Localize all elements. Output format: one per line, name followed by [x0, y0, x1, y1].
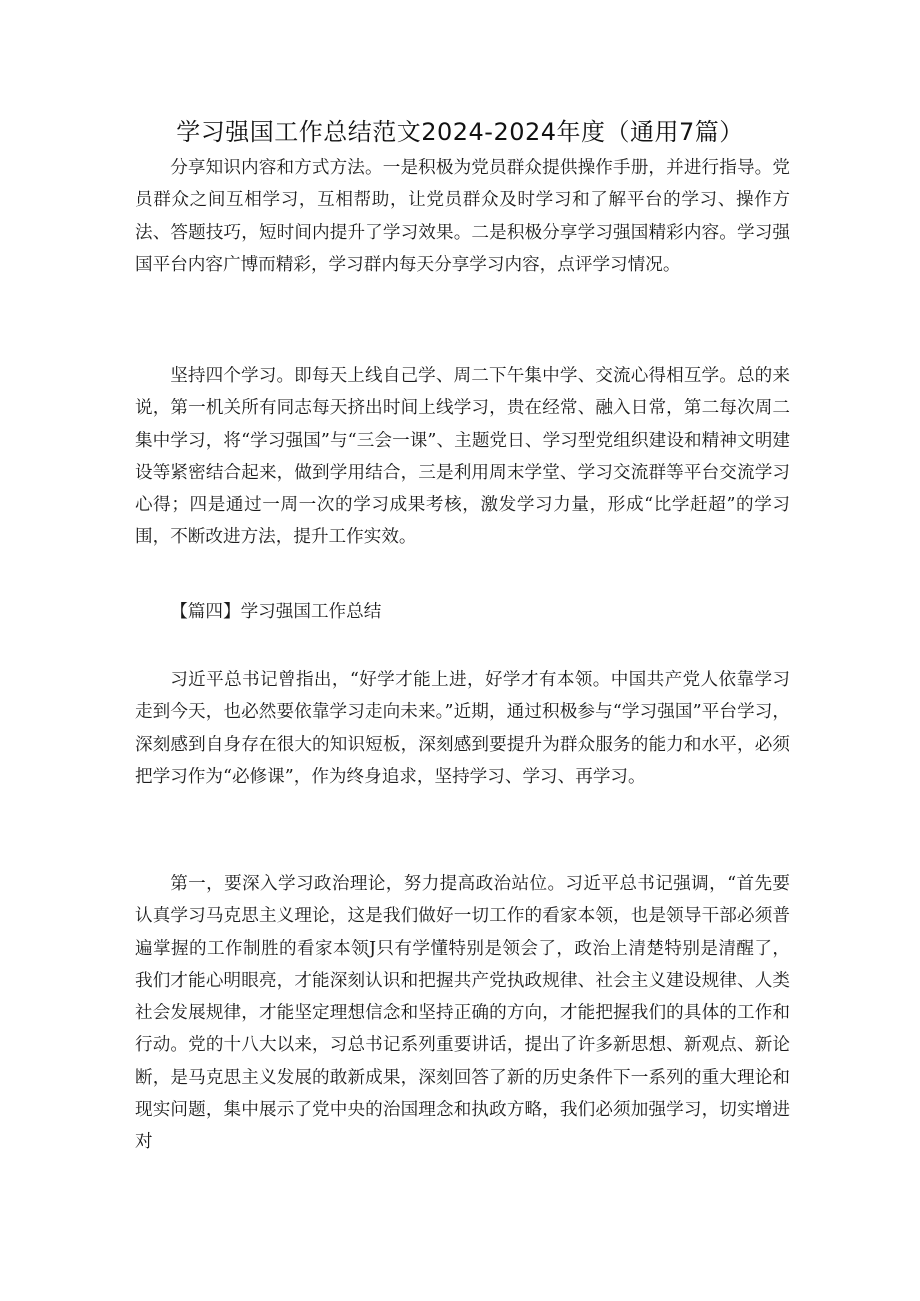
paragraph-1: 分享知识内容和方式方法。一是积极为党员群众提供操作手册，并进行指导。党员群众之间互相学习，互相帮助，让党员群众及时学习和了解平台的学习、操作方法、答题技巧，短时间内提升了学习效果。二是积极分享学习强国精彩内容。学习强国平台内容广博而精彩，学习群内每天分享学习内容，点评学习情况。	[135, 158, 790, 275]
paragraph-2: 坚持四个学习。即每天上线自己学、周二下午集中学、交流心得相互学。总的来说，第一机关所有同志每天挤出时间上线学习，贵在经常、融入日常，第二每次周二集中学习，将“学习强国”与“三会一课”、主题党日、学习型党组织建设和精神文明建设等紧密结合起来，做到学用结合，三是利用周末学堂、学习交流群等平台交流学习心得；四是通过一周一次的学习成果考核，激发学习力量，形成“比学赶超”的学习围，不断改进方法，提升工作实效。	[135, 366, 790, 548]
document-title: 学习强国工作总结范文2024-2024年度（通用7篇）	[176, 118, 744, 146]
section-paragraph-2: 第一，要深入学习政治理论，努力提高政治站位。习近平总书记强调，“首先要认真学习马克思主义理论，这是我们做好一切工作的看家本领，也是领导干部必须普遍掌握的工作制胜的看家本领J只有学懂特别是领会了，政治上清楚特别是清醒了，我们才能心明眼亮，才能深刻认识和把握共产党执政规律、社会主义建设规律、人类社会发展规律，才能坚定理想信念和坚持正确的方向，才能把握我们的具体的工作和行动。党的十八大以来，习总书记系列重要讲话，提出了许多新思想、新观点、新论断，是马克思主义发展的敢新成果，深刻回答了新的历史条件下一系列的重大理论和现实问题，集中展示了党中央的治国理念和执政方略，我们必须加强学习，切实增进对	[135, 874, 790, 1153]
section-paragraph-1: 习近平总书记曾指出，“好学才能上进，好学才有本领。中国共产党人依靠学习走到今天，也必然要依靠学习走向未来。”近期，通过积极参与“学习强国”平台学习，深刻感到自身存在很大的知识短板，深刻感到要提升为群众服务的能力和水平，必须把学习作为“必修课”，作为终身追求，坚持学习、学习、再学习。	[135, 670, 790, 787]
section-heading: 【篇四】学习强国工作总结	[170, 602, 382, 622]
